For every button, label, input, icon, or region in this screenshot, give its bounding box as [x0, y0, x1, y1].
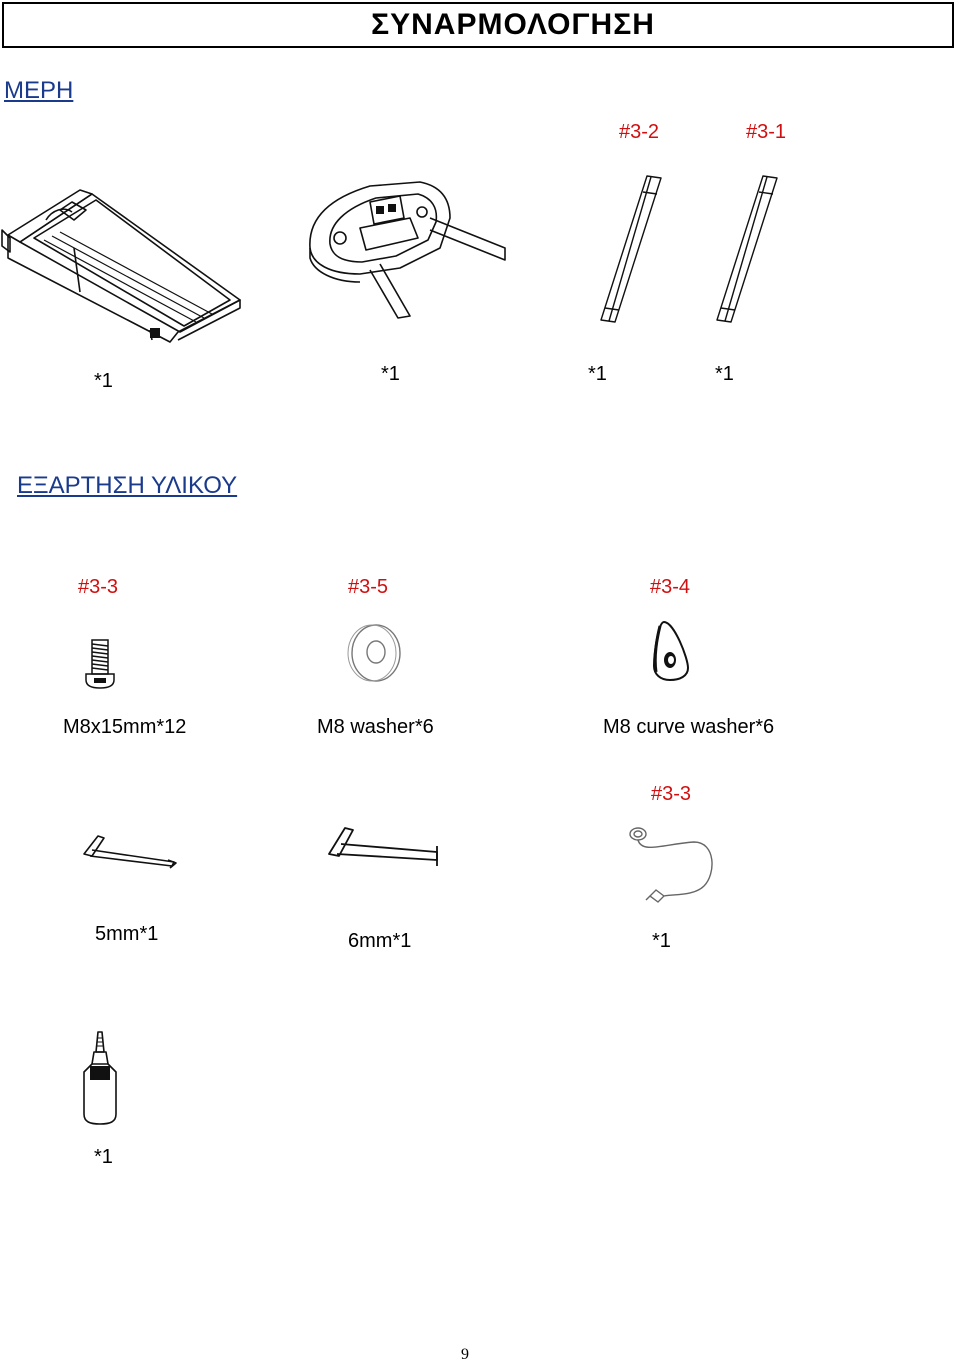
allen-key-icon [80, 830, 180, 870]
hardware-label-washer: M8 washer*6 [317, 716, 434, 738]
hardware-label-safety-key: *1 [652, 930, 671, 952]
part-qty-base: *1 [94, 370, 113, 392]
upright-post-icon [705, 172, 780, 327]
treadmill-base-icon [0, 180, 250, 345]
hardware-label-curve-washer: M8 curve washer*6 [603, 716, 775, 738]
hardware-ref-bolt: #3-3 [78, 576, 119, 598]
part-qty-post-3-2: *1 [588, 363, 607, 385]
curve-washer-icon [650, 618, 692, 682]
console-frame-icon [300, 178, 515, 323]
part-qty-console: *1 [381, 363, 400, 385]
upright-post-icon [595, 172, 670, 327]
lubricant-bottle-icon [78, 1030, 122, 1126]
hardware-ref-safety-key: #3-3 [651, 783, 692, 805]
hardware-label-bolt: M8x15mm*12 [63, 716, 187, 738]
hardware-ref-curve-washer: #3-4 [650, 576, 691, 598]
hardware-label-allen-6mm: 6mm*1 [348, 930, 412, 952]
safety-key-icon [624, 824, 719, 908]
part-qty-post-3-1: *1 [715, 363, 734, 385]
page-number: 9 [461, 1346, 469, 1363]
parts-heading: ΜΕΡΗ [4, 77, 74, 104]
washer-icon [348, 622, 404, 684]
title-box [2, 2, 954, 48]
hardware-label-allen-5mm: 5mm*1 [95, 923, 159, 945]
hardware-label-lubricant: *1 [94, 1146, 113, 1168]
part-ref-3-2: #3-2 [619, 121, 660, 143]
allen-key-icon [325, 822, 443, 872]
page-title: ΣΥΝΑΡΜΟΛΟΓΗΣΗ [371, 8, 655, 41]
part-ref-3-1: #3-1 [746, 121, 787, 143]
hardware-heading: ΕΞΑΡΤΗΣΗ ΥΛΙΚΟΥ [17, 472, 238, 499]
hardware-ref-washer: #3-5 [348, 576, 389, 598]
bolt-icon [82, 638, 118, 690]
